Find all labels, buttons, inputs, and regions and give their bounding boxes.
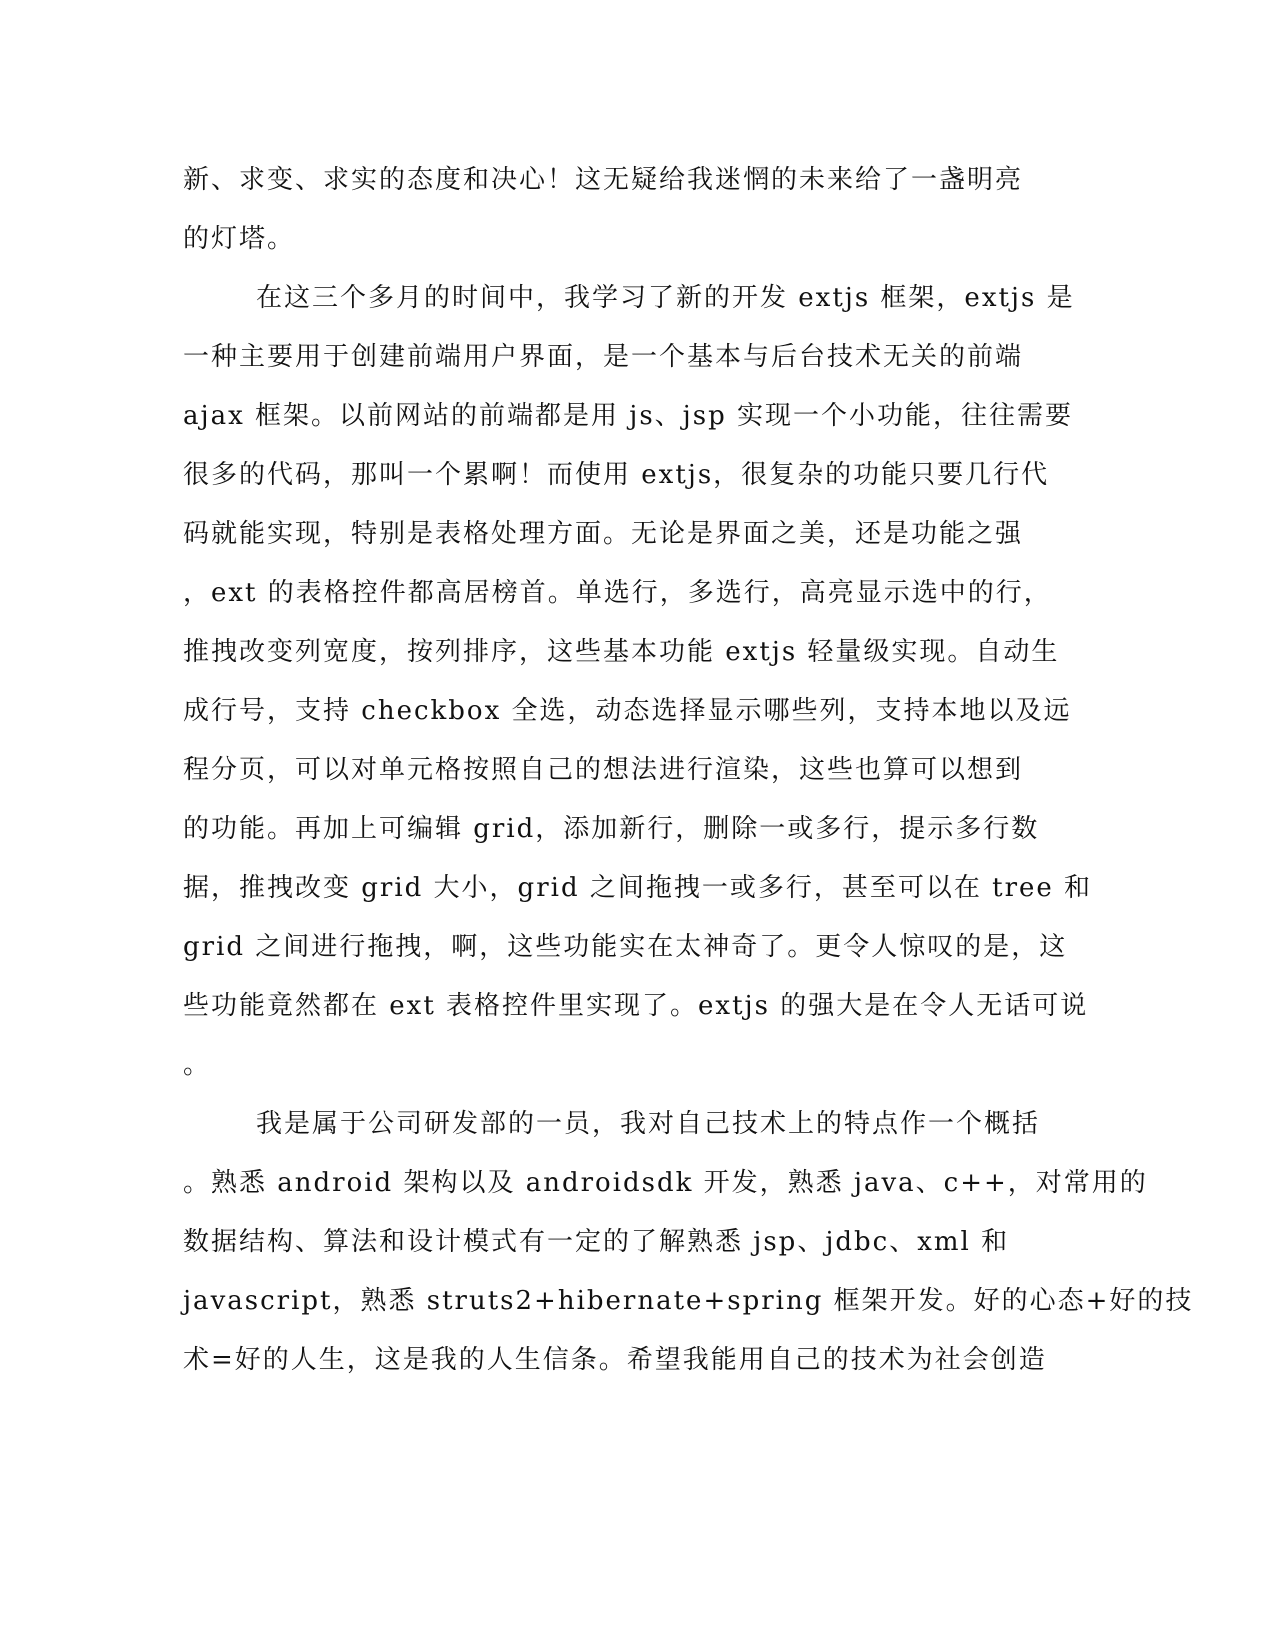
paragraph-start-line: 在这三个多月的时间中，我学习了新的开发 extjs 框架，extjs 是 bbox=[256, 283, 1075, 313]
text-line: 的灯塔。 bbox=[183, 224, 296, 254]
text-line: ajax 框架。以前网站的前端都是用 js、jsp 实现一个小功能，往往需要 bbox=[183, 401, 1073, 431]
text-line: 术=好的人生，这是我的人生信条。希望我能用自己的技术为社会创造 bbox=[183, 1345, 1047, 1375]
text-line: 。 bbox=[183, 1050, 212, 1080]
text-line: 的功能。再加上可编辑 grid，添加新行，删除一或多行，提示多行数 bbox=[183, 814, 1040, 844]
text-line: ，ext 的表格控件都高居榜首。单选行，多选行，高亮显示选中的行， bbox=[183, 578, 1052, 608]
text-line: 新、求变、求实的态度和决心！这无疑给我迷惘的未来给了一盏明亮 bbox=[183, 165, 1024, 195]
text-line: 成行号，支持 checkbox 全选，动态选择显示哪些列，支持本地以及远 bbox=[183, 696, 1072, 726]
text-line: 推拽改变列宽度，按列排序，这些基本功能 extjs 轻量级实现。自动生 bbox=[183, 637, 1060, 667]
text-line: grid 之间进行拖拽，啊，这些功能实在太神奇了。更令人惊叹的是，这 bbox=[183, 932, 1068, 962]
paragraph-start-line: 我是属于公司研发部的一员，我对自己技术上的特点作一个概括 bbox=[256, 1109, 1041, 1139]
text-line: javascript，熟悉 struts2+hibernate+spring 框架开发。好的心态+好的技 bbox=[183, 1286, 1194, 1316]
text-line: 一种主要用于创建前端用户界面，是一个基本与后台技术无关的前端 bbox=[183, 342, 1024, 372]
text-line: 据，推拽改变 grid 大小，grid 之间拖拽一或多行，甚至可以在 tree 和 bbox=[183, 873, 1093, 903]
text-line: 数据结构、算法和设计模式有一定的了解熟悉 jsp、jdbc、xml 和 bbox=[183, 1227, 1010, 1257]
text-line: 很多的代码，那叫一个累啊！而使用 extjs，很复杂的功能只要几行代 bbox=[183, 460, 1050, 490]
text-line: 些功能竟然都在 ext 表格控件里实现了。extjs 的强大是在令人无话可说 bbox=[183, 991, 1089, 1021]
text-line: 程分页，可以对单元格按照自己的想法进行渲染，这些也算可以想到 bbox=[183, 755, 1024, 785]
text-line: 码就能实现，特别是表格处理方面。无论是界面之美，还是功能之强 bbox=[183, 519, 1024, 549]
text-line: 。熟悉 android 架构以及 androidsdk 开发，熟悉 java、c++，对常用的 bbox=[183, 1168, 1148, 1198]
